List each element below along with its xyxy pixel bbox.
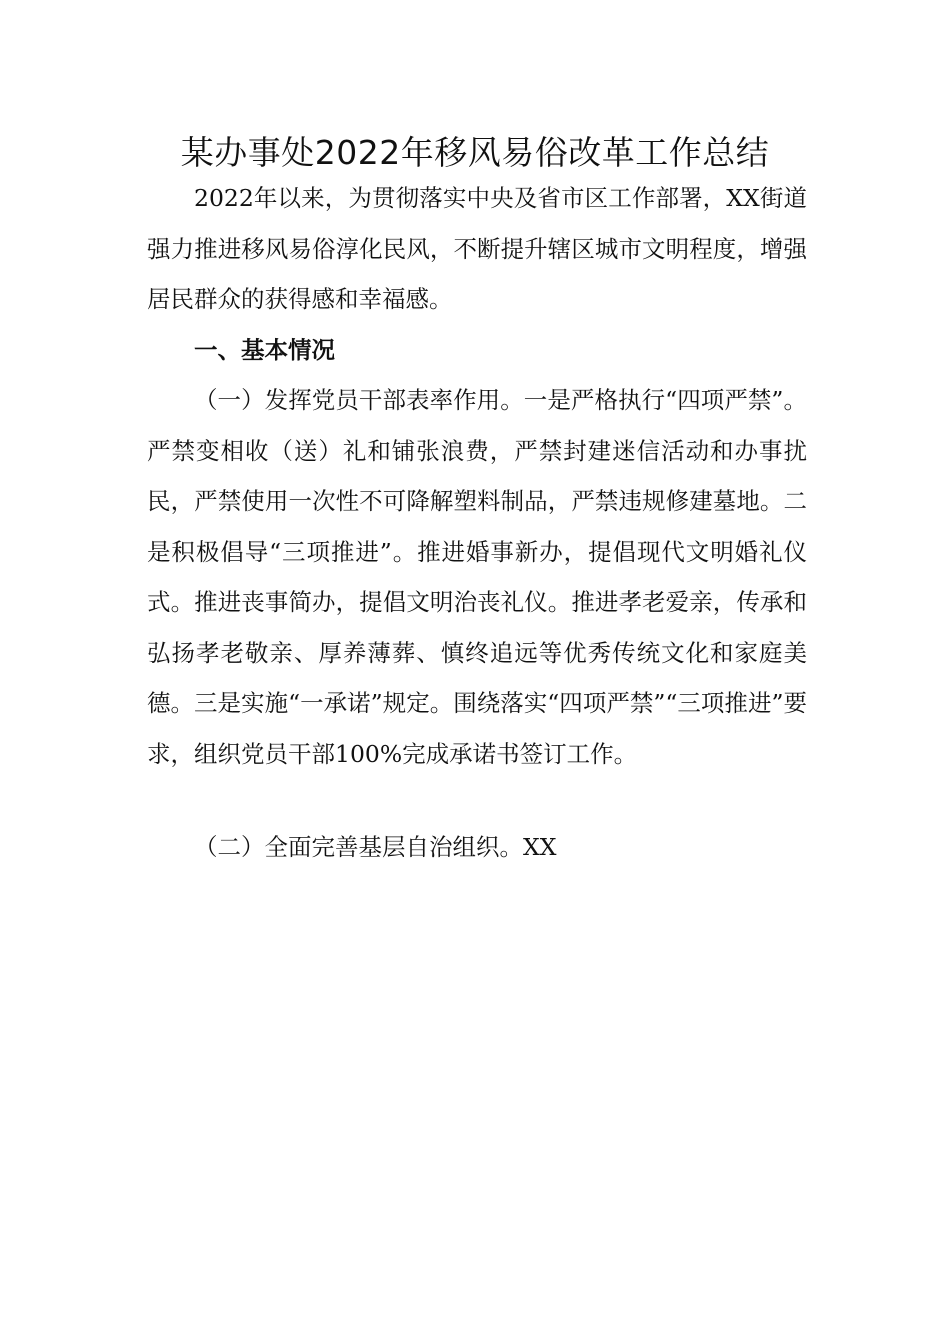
section1-paragraph-1: （一）发挥党员干部表率作用。一是严格执行“四项严禁”。严禁变相收（送）礼和铺张浪费，严禁封建迷信活动和办事扰民，严禁使用一次性不可降解塑料制品，严禁违规修建墓地。二是积极倡导“三项推进”。推进婚事新办，提倡现代文明婚礼仪式。推进丧事简办，提倡文明治丧礼仪。推进孝老爱亲，传承和弘扬孝老敬亲、厚养薄葬、慎终追远等优秀传统文化和家庭美德。三是实施“一承诺”规定。围绕落实“四项严禁”“三项推进”要求，组织党员干部100%完成承诺书签订工作。: [147, 386, 807, 768]
intro-paragraph: 2022年以来，为贯彻落实中央及省市区工作部署，XX街道强力推进移风易俗淳化民风，不断提升辖区城市文明程度，增强居民群众的获得感和幸福感。: [147, 184, 807, 313]
section-heading-basic-situation: 一、基本情况: [194, 336, 335, 364]
document-title: 某办事处2022年移风易俗改革工作总结: [180, 133, 770, 172]
section1-paragraph-2: （二）全面完善基层自治组织。XX: [194, 833, 557, 861]
